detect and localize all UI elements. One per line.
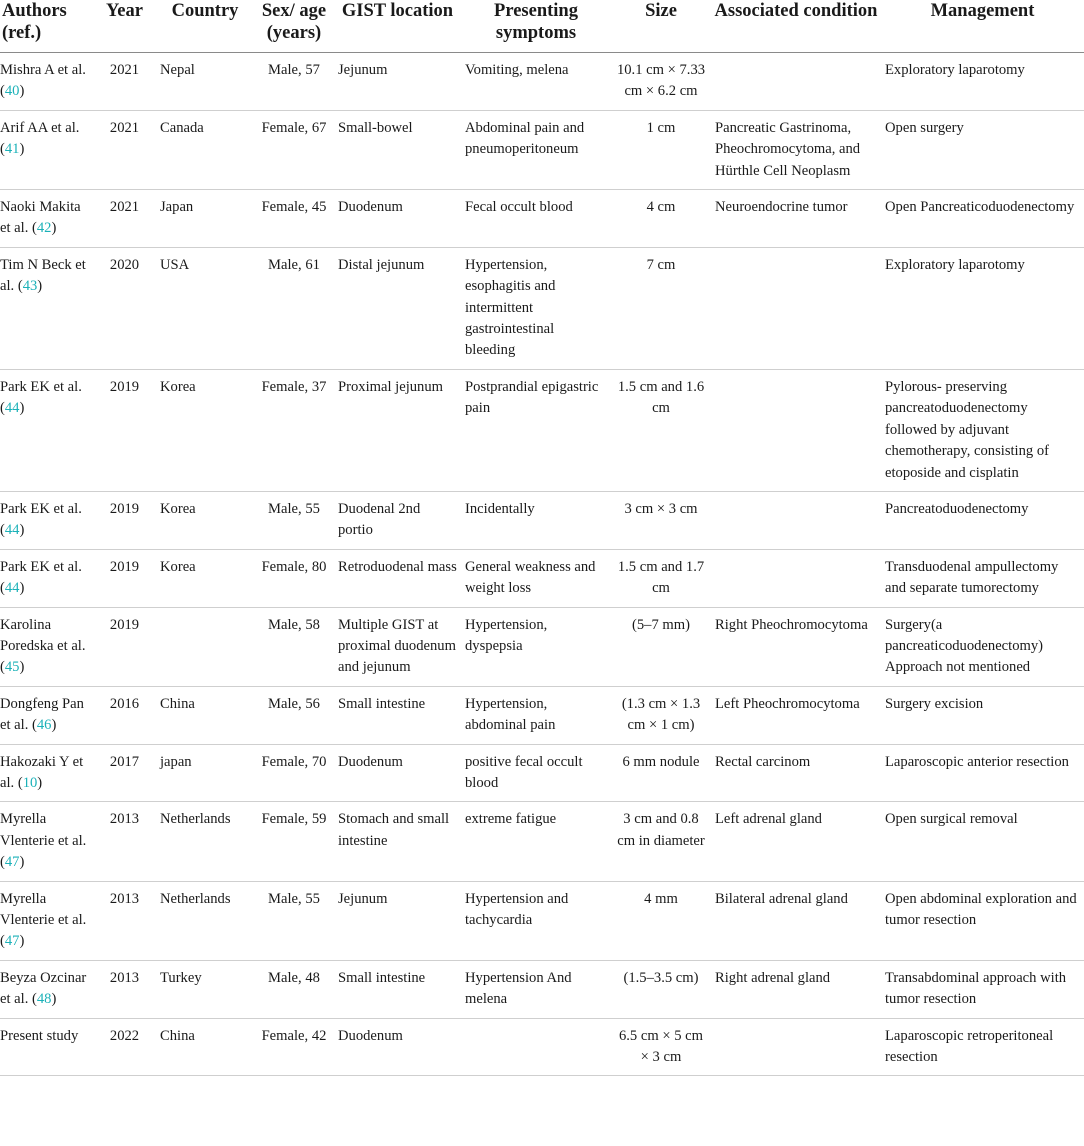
cell-sex-age: Male, 55 bbox=[254, 881, 334, 960]
table-row bbox=[0, 369, 1084, 491]
cell-sex-age: Female, 37 bbox=[254, 369, 334, 491]
table-row bbox=[0, 491, 1084, 549]
author-name: Present study bbox=[0, 1027, 79, 1044]
cell-size: 3 cm × 3 cm bbox=[611, 491, 711, 549]
cell-size: (1.5–3.5 cm) bbox=[611, 960, 711, 1018]
header-size: Size bbox=[611, 0, 711, 53]
reference-link[interactable]: 44 bbox=[4, 580, 20, 597]
author-name: Myrella Vlenterie et al. ( bbox=[0, 811, 87, 871]
author-name-end: ) bbox=[19, 400, 25, 417]
table-row bbox=[0, 960, 1084, 1018]
author-name-end: ) bbox=[19, 83, 25, 100]
cell-year: 2017 bbox=[93, 744, 156, 802]
cell-presenting-symptoms: Hypertension, esophagitis and intermittent gastrointestinal bleeding bbox=[461, 247, 611, 369]
cell-sex-age: Male, 57 bbox=[254, 53, 334, 111]
cell-authors bbox=[0, 744, 93, 802]
cell-presenting-symptoms: Abdominal pain and pneumoperitoneum bbox=[461, 110, 611, 189]
table-row bbox=[0, 744, 1084, 802]
cell-gist-location: Stomach and small intestine bbox=[334, 802, 461, 881]
header-row bbox=[0, 0, 1084, 53]
cell-presenting-symptoms: Hypertension And melena bbox=[461, 960, 611, 1018]
cell-country: USA bbox=[156, 247, 254, 369]
cell-size: (5–7 mm) bbox=[611, 607, 711, 686]
header-associated-condition: Associated condition bbox=[711, 0, 881, 53]
author-name-end: ) bbox=[19, 141, 25, 158]
table-row bbox=[0, 607, 1084, 686]
cell-gist-location: Jejunum bbox=[334, 881, 461, 960]
cell-year: 2021 bbox=[93, 190, 156, 248]
cell-management: Laparoscopic retroperitoneal resection bbox=[881, 1018, 1084, 1076]
cell-country: Turkey bbox=[156, 960, 254, 1018]
table-row bbox=[0, 110, 1084, 189]
cell-management: Transabdominal approach with tumor resection bbox=[881, 960, 1084, 1018]
cell-authors bbox=[0, 247, 93, 369]
cell-associated-condition bbox=[711, 247, 881, 369]
author-name: Tim N Beck et al. ( bbox=[0, 256, 86, 295]
cell-size: 1.5 cm and 1.7 cm bbox=[611, 549, 711, 607]
cell-management: Surgery(a pancreaticoduodenectomy) Approach not mentioned bbox=[881, 607, 1084, 686]
cell-year: 2019 bbox=[93, 549, 156, 607]
cell-gist-location: Small intestine bbox=[334, 686, 461, 744]
cell-sex-age: Male, 56 bbox=[254, 686, 334, 744]
author-name: Naoki Makita et al. ( bbox=[0, 199, 81, 237]
cell-presenting-symptoms: Vomiting, melena bbox=[461, 53, 611, 111]
table-row bbox=[0, 53, 1084, 111]
author-name-end: ) bbox=[19, 659, 25, 676]
cell-associated-condition: Right adrenal gland bbox=[711, 960, 881, 1018]
cell-presenting-symptoms bbox=[461, 1018, 611, 1076]
reference-link[interactable]: 43 bbox=[22, 278, 38, 295]
cell-gist-location: Small-bowel bbox=[334, 110, 461, 189]
author-name: Mishra A et al. ( bbox=[0, 62, 86, 100]
cell-year: 2016 bbox=[93, 686, 156, 744]
author-name: Arif AA et al. ( bbox=[0, 119, 80, 158]
cell-sex-age: Male, 58 bbox=[254, 607, 334, 686]
cell-size: 3 cm and 0.8 cm in diameter bbox=[611, 802, 711, 881]
table-row bbox=[0, 549, 1084, 607]
reference-link[interactable]: 44 bbox=[4, 400, 20, 417]
cell-size: (1.3 cm × 1.3 cm × 1 cm) bbox=[611, 686, 711, 744]
table-row bbox=[0, 686, 1084, 744]
cell-year: 2019 bbox=[93, 491, 156, 549]
cell-country: China bbox=[156, 686, 254, 744]
cell-associated-condition bbox=[711, 1018, 881, 1076]
cell-sex-age: Female, 42 bbox=[254, 1018, 334, 1076]
cell-size: 10.1 cm × 7.33 cm × 6.2 cm bbox=[611, 53, 711, 111]
author-name: Dongfeng Pan et al. ( bbox=[0, 695, 84, 734]
reference-link[interactable]: 46 bbox=[36, 717, 52, 734]
author-name: Park EK et al. ( bbox=[0, 500, 82, 539]
cell-presenting-symptoms: Fecal occult blood bbox=[461, 190, 611, 248]
cell-year: 2013 bbox=[93, 881, 156, 960]
cell-country: Korea bbox=[156, 369, 254, 491]
reference-link[interactable]: 42 bbox=[36, 220, 52, 237]
reference-link[interactable]: 44 bbox=[4, 522, 20, 539]
author-name: Hakozaki Y et al. ( bbox=[0, 753, 84, 791]
cell-country: Korea bbox=[156, 549, 254, 607]
author-name-end: ) bbox=[51, 991, 57, 1008]
cell-country: Nepal bbox=[156, 53, 254, 111]
cell-authors bbox=[0, 491, 93, 549]
cell-sex-age: Female, 67 bbox=[254, 110, 334, 189]
author-name: Park EK et al. ( bbox=[0, 558, 82, 597]
cell-sex-age: Male, 48 bbox=[254, 960, 334, 1018]
cell-gist-location: Retroduodenal mass bbox=[334, 549, 461, 607]
cell-year: 2019 bbox=[93, 369, 156, 491]
cell-associated-condition: Left adrenal gland bbox=[711, 802, 881, 881]
cell-country: China bbox=[156, 1018, 254, 1076]
cell-country: Canada bbox=[156, 110, 254, 189]
author-name-end: ) bbox=[51, 717, 57, 734]
cell-size: 6.5 cm × 5 cm × 3 cm bbox=[611, 1018, 711, 1076]
table-row bbox=[0, 881, 1084, 960]
cell-sex-age: Female, 70 bbox=[254, 744, 334, 802]
cell-year: 2022 bbox=[93, 1018, 156, 1076]
author-name: Myrella Vlenterie et al. ( bbox=[0, 890, 87, 950]
header-country: Country bbox=[156, 0, 254, 53]
cell-gist-location: Multiple GIST at proximal duodenum and jejunum bbox=[334, 607, 461, 686]
cell-management: Exploratory laparotomy bbox=[881, 247, 1084, 369]
cell-management: Laparoscopic anterior resection bbox=[881, 744, 1084, 802]
cell-country bbox=[156, 607, 254, 686]
header-sex-age: Sex/ age (years) bbox=[254, 0, 334, 53]
header-authors: Authors (ref.) bbox=[0, 0, 93, 53]
cell-size: 6 mm nodule bbox=[611, 744, 711, 802]
header-presenting-symptoms: Presenting symptoms bbox=[461, 0, 611, 53]
cell-associated-condition bbox=[711, 491, 881, 549]
cell-size: 4 cm bbox=[611, 190, 711, 248]
cell-management: Open surgical removal bbox=[881, 802, 1084, 881]
cell-presenting-symptoms: extreme fatigue bbox=[461, 802, 611, 881]
cell-year: 2013 bbox=[93, 960, 156, 1018]
reference-link[interactable]: 48 bbox=[36, 991, 52, 1008]
reference-link[interactable]: 41 bbox=[4, 141, 20, 158]
author-name-end: ) bbox=[19, 580, 25, 597]
cell-country: Netherlands bbox=[156, 802, 254, 881]
cell-authors bbox=[0, 110, 93, 189]
cell-authors bbox=[0, 686, 93, 744]
cell-associated-condition: Pancreatic Gastrinoma, Pheochromocytoma, and Hürthle Cell Neoplasm bbox=[711, 110, 881, 189]
table-row bbox=[0, 190, 1084, 248]
cell-management: Exploratory laparotomy bbox=[881, 53, 1084, 111]
cell-authors bbox=[0, 1018, 93, 1076]
cell-sex-age: Male, 55 bbox=[254, 491, 334, 549]
cell-associated-condition: Bilateral adrenal gland bbox=[711, 881, 881, 960]
reference-link[interactable]: 40 bbox=[4, 83, 20, 100]
cell-country: Japan bbox=[156, 190, 254, 248]
cell-sex-age: Female, 59 bbox=[254, 802, 334, 881]
table-header bbox=[0, 0, 1084, 53]
cell-country: Netherlands bbox=[156, 881, 254, 960]
cell-size: 1.5 cm and 1.6 cm bbox=[611, 369, 711, 491]
header-year: Year bbox=[93, 0, 156, 53]
cell-associated-condition: Right Pheochromocytoma bbox=[711, 607, 881, 686]
cell-associated-condition: Neuroendocrine tumor bbox=[711, 190, 881, 248]
header-management: Management bbox=[881, 0, 1084, 53]
cell-presenting-symptoms: positive fecal occult blood bbox=[461, 744, 611, 802]
cell-authors bbox=[0, 607, 93, 686]
cell-year: 2019 bbox=[93, 607, 156, 686]
reference-link[interactable]: 47 bbox=[4, 933, 20, 950]
cell-presenting-symptoms: Hypertension and tachycardia bbox=[461, 881, 611, 960]
cell-gist-location: Duodenum bbox=[334, 744, 461, 802]
cell-authors bbox=[0, 802, 93, 881]
cell-year: 2013 bbox=[93, 802, 156, 881]
author-name: Beyza Ozcinar et al. ( bbox=[0, 969, 87, 1008]
cell-presenting-symptoms: Postprandial epigastric pain bbox=[461, 369, 611, 491]
cell-size: 1 cm bbox=[611, 110, 711, 189]
cell-country: japan bbox=[156, 744, 254, 802]
cell-authors bbox=[0, 53, 93, 111]
cell-authors bbox=[0, 369, 93, 491]
cell-management: Pylorous- preserving pancreatoduodenectomy followed by adjuvant chemotherapy, consisting of etoposide and cisplatin bbox=[881, 369, 1084, 491]
cell-associated-condition bbox=[711, 549, 881, 607]
reference-link[interactable]: 45 bbox=[4, 659, 20, 676]
cell-management: Open Pancreaticoduodenectomy bbox=[881, 190, 1084, 248]
cell-management: Surgery excision bbox=[881, 686, 1084, 744]
cell-presenting-symptoms: Hypertension, abdominal pain bbox=[461, 686, 611, 744]
cell-associated-condition: Rectal carcinom bbox=[711, 744, 881, 802]
cell-size: 7 cm bbox=[611, 247, 711, 369]
author-name: Park EK et al. ( bbox=[0, 378, 82, 417]
cell-management: Pancreatoduodenectomy bbox=[881, 491, 1084, 549]
author-name-end: ) bbox=[37, 278, 43, 295]
cell-gist-location: Small intestine bbox=[334, 960, 461, 1018]
cell-gist-location: Duodenum bbox=[334, 1018, 461, 1076]
cell-presenting-symptoms: General weakness and weight loss bbox=[461, 549, 611, 607]
cell-gist-location: Distal jejunum bbox=[334, 247, 461, 369]
cell-authors bbox=[0, 549, 93, 607]
author-name-end: ) bbox=[19, 854, 25, 871]
header-gist-location: GIST location bbox=[334, 0, 461, 53]
cell-country: Korea bbox=[156, 491, 254, 549]
cell-sex-age: Male, 61 bbox=[254, 247, 334, 369]
author-name-end: ) bbox=[37, 774, 43, 791]
author-name-end: ) bbox=[19, 522, 25, 539]
cell-year: 2021 bbox=[93, 53, 156, 111]
author-name-end: ) bbox=[19, 933, 25, 950]
cell-year: 2021 bbox=[93, 110, 156, 189]
cell-gist-location: Proximal jejunum bbox=[334, 369, 461, 491]
cell-management: Open surgery bbox=[881, 110, 1084, 189]
cell-sex-age: Female, 80 bbox=[254, 549, 334, 607]
reference-link[interactable]: 10 bbox=[22, 774, 38, 791]
author-name: Karolina Poredska et al. ( bbox=[0, 616, 86, 676]
cell-associated-condition: Left Pheochromocytoma bbox=[711, 686, 881, 744]
cell-management: Transduodenal ampullectomy and separate tumorectomy bbox=[881, 549, 1084, 607]
author-name-end: ) bbox=[51, 220, 57, 237]
cell-gist-location: Duodenal 2nd portio bbox=[334, 491, 461, 549]
cell-year: 2020 bbox=[93, 247, 156, 369]
table-row bbox=[0, 247, 1084, 369]
reference-link[interactable]: 47 bbox=[4, 854, 20, 871]
cell-authors bbox=[0, 960, 93, 1018]
cell-associated-condition bbox=[711, 369, 881, 491]
cell-presenting-symptoms: Hypertension, dyspepsia bbox=[461, 607, 611, 686]
cell-authors bbox=[0, 190, 93, 248]
cell-management: Open abdominal exploration and tumor resection bbox=[881, 881, 1084, 960]
cell-sex-age: Female, 45 bbox=[254, 190, 334, 248]
cell-size: 4 mm bbox=[611, 881, 711, 960]
table-row bbox=[0, 802, 1084, 881]
table-body bbox=[0, 53, 1084, 1076]
cell-gist-location: Jejunum bbox=[334, 53, 461, 111]
cell-authors bbox=[0, 881, 93, 960]
table-row bbox=[0, 1018, 1084, 1076]
cell-presenting-symptoms: Incidentally bbox=[461, 491, 611, 549]
cell-gist-location: Duodenum bbox=[334, 190, 461, 248]
cell-associated-condition bbox=[711, 53, 881, 111]
